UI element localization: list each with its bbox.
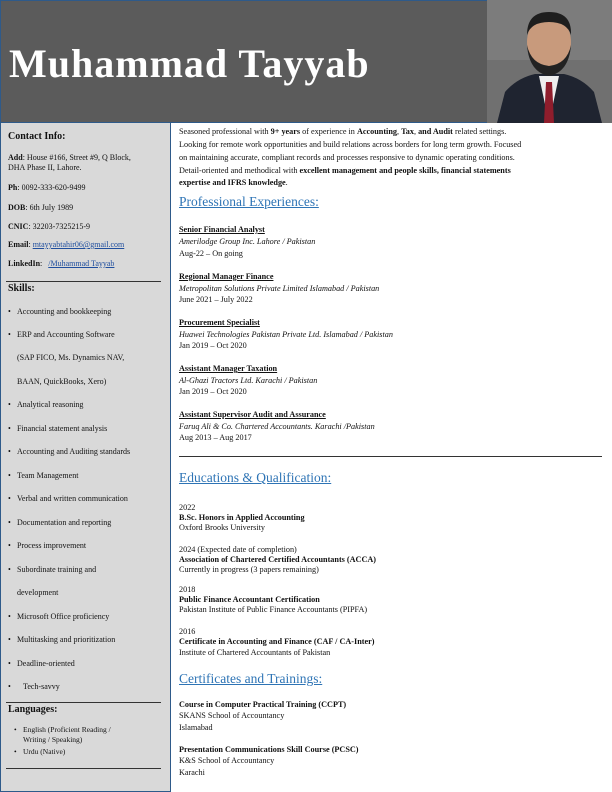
job-dates: Aug 2013 – Aug 2017 xyxy=(179,433,252,442)
language-english: • English (Proficient Reading / xyxy=(14,725,111,734)
sidebar xyxy=(0,123,171,792)
certificate-title: Presentation Communications Skill Course (PCSC) xyxy=(179,745,359,754)
candidate-name: Muhammad Tayyab xyxy=(9,41,370,86)
education-year: 2016 xyxy=(179,627,196,636)
profile-photo xyxy=(487,0,612,123)
skill-item: • Accounting and Auditing standards xyxy=(8,447,131,456)
job-title: Assistant Manager Taxation xyxy=(179,364,278,373)
skill-item: • Documentation and reporting xyxy=(8,518,112,527)
certificate-institute: SKANS School of Accountancy xyxy=(179,711,285,720)
linkedin-link[interactable]: /Muhammad Tayyab xyxy=(48,259,115,268)
certificate-city: Islamabad xyxy=(179,723,213,732)
certificate-institute: K&S School of Accountancy xyxy=(179,756,275,765)
skill-item: • Team Management xyxy=(8,471,79,480)
skill-item: • Subordinate training and xyxy=(8,565,97,574)
skill-item: • Deadline-oriented xyxy=(8,659,75,668)
certificate-title: Course in Computer Practical Training (CCPT) xyxy=(179,700,347,709)
summary-line: expertise and IFRS knowledge. xyxy=(179,178,288,187)
skills-heading: Skills: xyxy=(8,283,35,294)
job-company: Amerilodge Group Inc. Lahore / Pakistan xyxy=(179,237,316,246)
education-title: Association of Chartered Certified Accountants (ACCA) xyxy=(179,555,377,564)
summary-line: Detail-oriented and methodical with excellent management and people skills, financial statements xyxy=(179,166,511,175)
job-company: Faruq Ali & Co. Chartered Accountants. Karachi /Pakistan xyxy=(179,422,375,431)
education-title: B.Sc. Honors in Applied Accounting xyxy=(179,513,305,522)
skill-item: • Multitasking and prioritization xyxy=(8,635,116,644)
education-heading: Educations & Qualification: xyxy=(179,470,332,485)
education-title: Certificate in Accounting and Finance (CAF / CA-Inter) xyxy=(179,637,375,646)
education-year: 2022 xyxy=(179,503,196,512)
phone: Ph: 0092-333-620-9499 xyxy=(8,183,86,192)
linkedin: LinkedIn: /Muhammad Tayyab xyxy=(8,259,115,268)
contact-heading: Contact Info: xyxy=(8,131,66,142)
languages-heading: Languages: xyxy=(8,704,58,715)
job-title: Procurement Specialist xyxy=(179,318,260,327)
experience-heading: Professional Experiences: xyxy=(179,194,319,209)
education-detail: Pakistan Institute of Public Finance Accountants (PIPFA) xyxy=(179,605,368,614)
date-of-birth: DOB: 6th July 1989 xyxy=(8,203,74,212)
skill-item: • Tech-savvy xyxy=(8,682,60,691)
email: Email: mtayyabtahir06@gmail.com xyxy=(8,240,125,249)
skill-item-continued: (SAP FICO, Ms. Dynamics NAV, xyxy=(17,353,125,362)
sidebar-divider xyxy=(6,768,161,769)
education-detail: Institute of Chartered Accountants of Pakistan xyxy=(179,648,331,657)
skill-item: • Financial statement analysis xyxy=(8,424,108,433)
summary-line: on maintaining accurate, compliant records and processes responsive to dynamic operating conditions. xyxy=(179,153,515,162)
address-line1: Add: House #166, Street #9, Q Block, xyxy=(8,153,131,162)
cnic: CNIC: 32203-7325215-9 xyxy=(8,222,91,231)
education-year: 2024 (Expected date of completion) xyxy=(179,545,297,554)
education-year: 2018 xyxy=(179,585,196,594)
address-line2: DHA Phase II, Lahore. xyxy=(8,163,82,172)
job-title: Senior Financial Analyst xyxy=(179,225,265,234)
skill-item-continued: development xyxy=(17,588,59,597)
job-dates: Jan 2019 – Oct 2020 xyxy=(179,387,247,396)
language-english-continued: Writing / Speaking) xyxy=(23,735,83,744)
job-title: Assistant Supervisor Audit and Assurance xyxy=(179,410,326,419)
education-detail: Currently in progress (3 papers remaining) xyxy=(179,565,319,574)
job-company: Metropolitan Solutions Private Limited Islamabad / Pakistan xyxy=(179,284,380,293)
job-company: Al-Ghazi Tractors Ltd. Karachi / Pakistan xyxy=(179,376,318,385)
job-company: Huawei Technologies Pakistan Private Ltd. Islamabad / Pakistan xyxy=(179,330,393,339)
education-detail: Oxford Brooks University xyxy=(179,523,265,532)
sidebar-divider xyxy=(6,702,161,703)
job-dates: Jan 2019 – Oct 2020 xyxy=(179,341,247,350)
skill-item: • Accounting and bookkeeping xyxy=(8,307,112,316)
skill-item: • Verbal and written communication xyxy=(8,494,128,503)
skill-item: • Process improvement xyxy=(8,541,87,550)
job-title: Regional Manager Finance xyxy=(179,272,274,281)
email-link[interactable]: mtayyabtahir06@gmail.com xyxy=(32,240,125,249)
summary-line: Seasoned professional with 9+ years of experience in Accounting, Tax, and Audit related settings. xyxy=(179,127,507,136)
skill-item: • Analytical reasoning xyxy=(8,400,84,409)
summary-line: Looking for remote work opportunities and build relations across borders for long term growth. Focused xyxy=(179,140,522,149)
section-divider xyxy=(179,456,602,457)
sidebar-divider xyxy=(6,281,161,282)
skill-item: • Microsoft Office proficiency xyxy=(8,612,110,621)
skill-item: • ERP and Accounting Software xyxy=(8,330,115,339)
certificates-heading: Certificates and Trainings: xyxy=(179,671,323,686)
education-title: Public Finance Accountant Certification xyxy=(179,595,320,604)
language-urdu: • Urdu (Native) xyxy=(14,747,66,756)
header-banner xyxy=(0,0,612,123)
certificate-city: Karachi xyxy=(179,768,205,777)
skill-item-continued: BAAN, QuickBooks, Xero) xyxy=(17,377,107,386)
job-dates: June 2021 – July 2022 xyxy=(179,295,253,304)
job-dates: Aug-22 – On going xyxy=(179,249,243,258)
